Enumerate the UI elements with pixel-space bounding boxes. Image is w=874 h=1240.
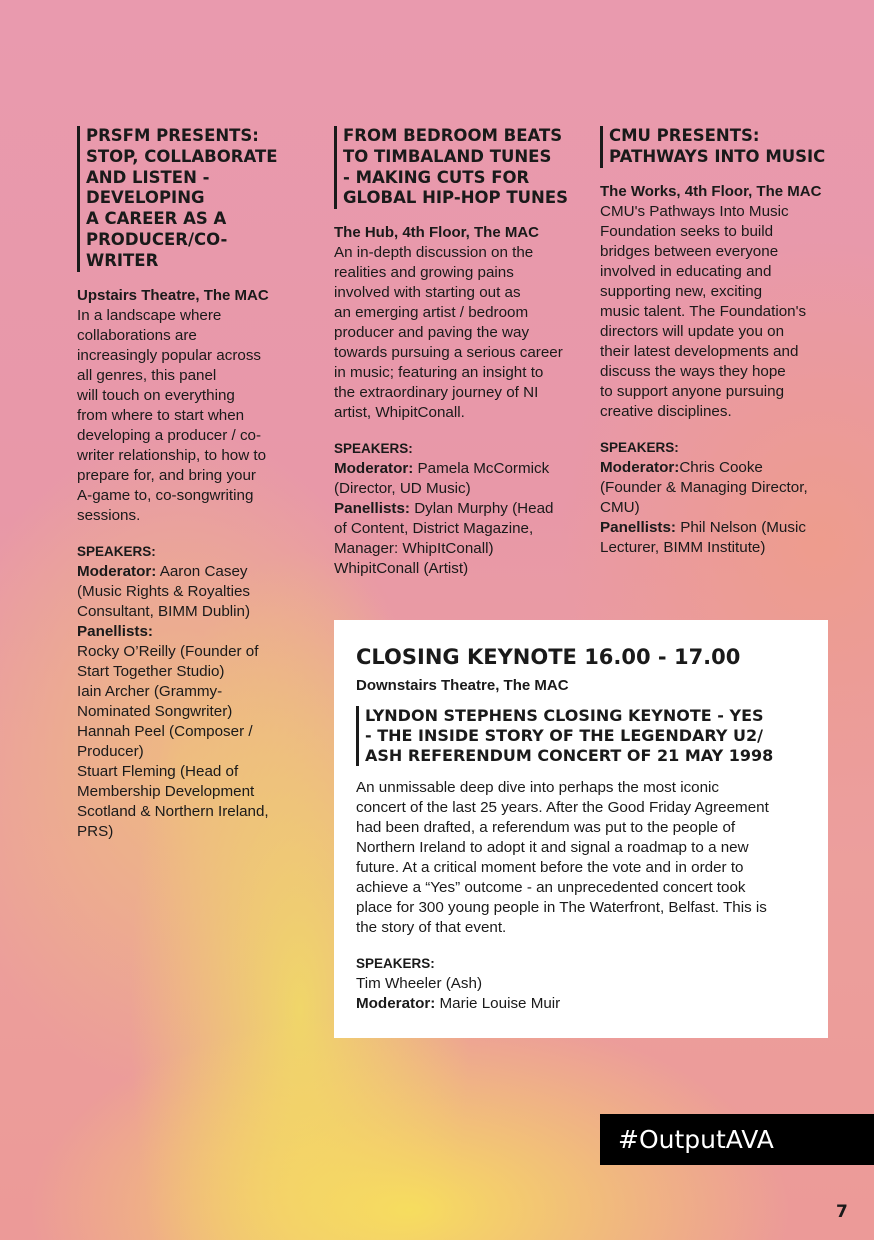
session-prsfm — [77, 126, 292, 842]
keynote-venue: Downstairs Theatre, The MAC — [356, 677, 569, 694]
speakers-label: SPEAKERS: — [77, 543, 156, 559]
session-description: CMU's Pathways Into Music Foundation seeks to build bridges between everyone involved in educating and supporting new, exciting music talent. The Foundation's directors will update you on their latest developments and discuss the ways they hope to support anyone pursuing creative disciplines. — [600, 202, 807, 420]
moderator-label: Moderator: — [77, 562, 157, 580]
session-bedroom-beats — [334, 126, 589, 579]
session-cmu — [600, 126, 836, 558]
session-title: CMU PRESENTS: PATHWAYS INTO MUSIC — [600, 126, 836, 168]
panellists-names: Phil Nelson (Music Lecturer, BIMM Institute) — [600, 518, 806, 556]
session-description: In a landscape where collaborations are increasingly popular across all genres, this panel will touch on everything from where to start when developing a producer / co- writer relationship, to how to prepare for, and bring your A-game to, co-songwriting sessions. — [77, 306, 267, 524]
moderator-line — [356, 994, 806, 1014]
panellists-line — [77, 622, 292, 842]
moderator-name: Marie Louise Muir — [435, 995, 561, 1012]
hashtag-banner: #OutputAVA — [600, 1114, 874, 1165]
panellists-names: Rocky O’Reilly (Founder of Start Together Studio) Iain Archer (Grammy- Nominated Songwriter) Hannah Peel (Composer / Producer) Stuart Fleming (Head of Membership Development Scotland & Northern Ireland, PRS) — [77, 642, 269, 840]
panellists-names: Dylan Murphy (Head of Content, District Magazine, Manager: WhipItConall) WhipitConall (Artist) — [334, 500, 554, 578]
panellists-label: Panellists: — [77, 622, 153, 640]
panellists-label: Panellists: — [334, 500, 410, 518]
panellists-label: Panellists: — [600, 518, 676, 536]
speakers-label: SPEAKERS: — [356, 956, 435, 971]
speakers-label: SPEAKERS: — [600, 439, 679, 455]
moderator-label: Moderator: — [356, 995, 436, 1012]
moderator-name: Chris Cooke (Founder & Managing Director, CMU) — [600, 458, 808, 516]
moderator-line — [77, 562, 292, 622]
keynote-title: LYNDON STEPHENS CLOSING KEYNOTE - YES - THE INSIDE STORY OF THE LEGENDARY U2/ ASH REFERENDUM CONCERT OF 21 MAY 1998 — [356, 706, 806, 766]
moderator-label: Moderator: — [334, 460, 414, 478]
session-title: PRSFM PRESENTS: STOP, COLLABORATE AND LISTEN - DEVELOPING A CAREER AS A PRODUCER/CO- WRITER — [77, 126, 292, 272]
session-description: An in-depth discussion on the realities and growing pains involved with starting out as an emerging artist / bedroom producer and paving the way towards pursuing a serious career in music; featuring an insight to the extraordinary journey of NI artist, WhipitConall. — [334, 244, 563, 422]
moderator-label: Moderator: — [600, 458, 680, 476]
moderator-name: Pamela McCormick (Director, UD Music) — [334, 460, 550, 498]
panellists-line — [600, 518, 836, 558]
page-number: 7 — [836, 1202, 848, 1222]
keynote-heading: CLOSING KEYNOTE 16.00 - 17.00 — [356, 645, 741, 669]
moderator-name: Aaron Casey (Music Rights & Royalties Consultant, BIMM Dublin) — [77, 562, 251, 620]
moderator-line — [600, 458, 836, 518]
session-venue: The Hub, 4th Floor, The MAC — [334, 224, 539, 242]
session-title: FROM BEDROOM BEATS TO TIMBALAND TUNES - MAKING CUTS FOR GLOBAL HIP-HOP TUNES — [334, 126, 589, 209]
moderator-line — [334, 459, 589, 499]
keynote-card — [334, 620, 828, 1038]
session-venue: Upstairs Theatre, The MAC — [77, 286, 269, 304]
session-venue: The Works, 4th Floor, The MAC — [600, 182, 822, 200]
speakers-label: SPEAKERS: — [334, 441, 413, 457]
speaker-name: Tim Wheeler (Ash) — [356, 975, 483, 992]
panellists-line — [334, 499, 589, 579]
keynote-description: An unmissable deep dive into perhaps the most iconic concert of the last 25 years. After the Good Friday Agreement had been drafted, a referendum was put to the people of Northern Ireland to adopt it and signal a roadmap to a new future. At a critical moment before the vote and in order to achieve a “Yes” outcome - an unprecedented concert took place for 300 young people in The Waterfront, Belfast. This is the story of that event. — [356, 779, 769, 936]
